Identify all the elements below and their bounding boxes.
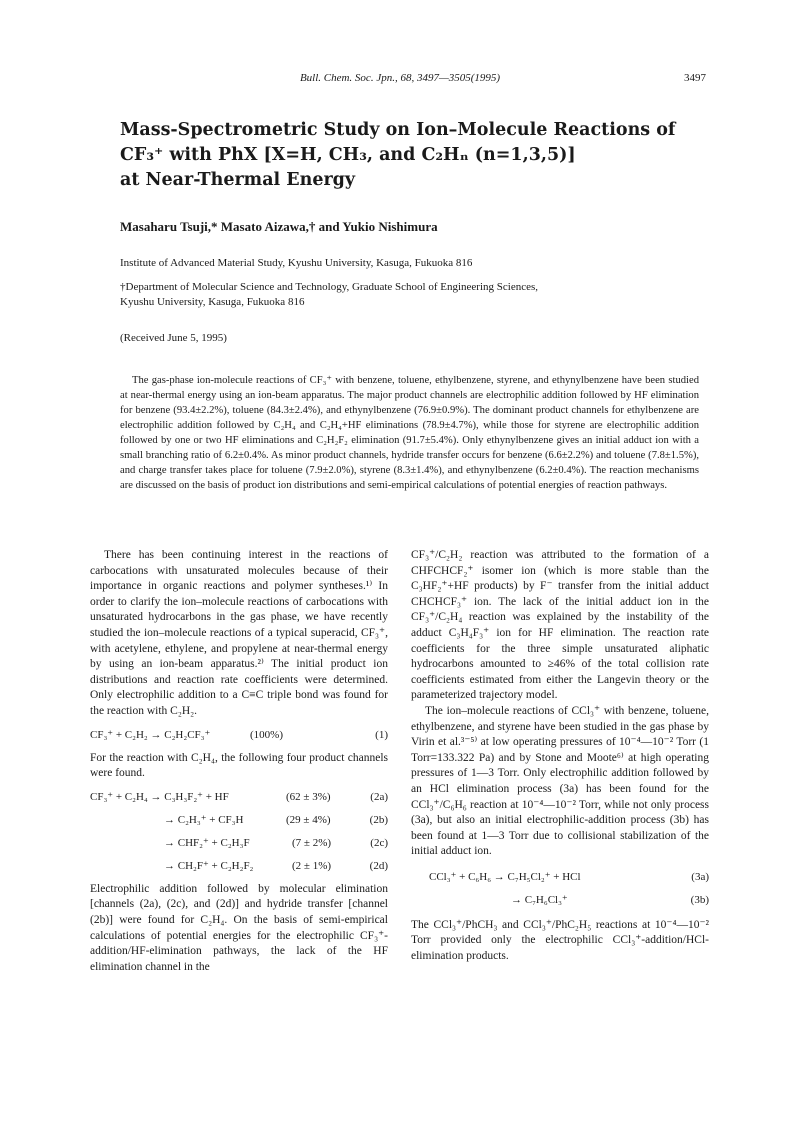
equation-2c [90,832,388,855]
equation-1-formula: CF₃⁺ + C₂H₂ → C₂H₂CF₃⁺ [90,728,211,741]
title-line-2: CF₃⁺ with PhX [X=H, CH₃, and C₂Hₙ (n=1,3,5)] [120,145,576,165]
page-number: 3497 [684,72,706,84]
equation-2a-percent: (62 ± 3%) [286,790,331,803]
equation-1-number: (1) [375,728,388,741]
equation-3a [411,866,709,889]
running-header [0,72,793,88]
equation-2b [90,809,388,832]
intro-paragraph-2: For the reaction with C₂H₄, the following four product channels were found. [90,751,388,780]
equation-2d-percent: (2 ± 1%) [292,859,332,872]
equation-2b-number: (2b) [369,813,388,826]
paper-title [120,118,700,193]
equation-2-group [90,786,388,878]
right-paragraph-3: The CCl₃⁺/PhCH₃ and CCl₃⁺/PhC₂H₅ reactions at 10⁻⁴—10⁻² Torr provided only the electrophilic CCl₃⁺-addition/HCl-elimination products. [411,918,709,963]
right-column [411,548,709,965]
affiliation-2-line-2: Kyushu University, Kasuga, Fukuoka 816 [120,296,305,308]
equation-1 [90,724,388,747]
intro-paragraph-3: Electrophilic addition followed by molecular elimination [channels (2a), (2c), and (2d)] and hydride transfer [channel (2b)] were found for C₂H₄. On the basis of semi-empirical calculations of potential energies for the electrophilic CF₃⁺-addition/HF-elimination pathways, the lack of the HF elimination channel in the [90,882,388,973]
journal-citation: Bull. Chem. Soc. Jpn., 68, 3497—3505(1995) [299,72,501,84]
equation-2a-number: (2a) [370,790,388,803]
equation-2a [90,786,388,809]
affiliation-2 [120,280,538,310]
equation-2d-number: (2d) [369,859,388,872]
intro-paragraph-1: There has been continuing interest in the reactions of carbocations with unsaturated molecules because of their importance in organic reactions and polymer syntheses.¹⁾ In order to clarify the ion–molecule reactions of carbocations with unsaturated hydrocarbons in the gas phase, we have recently studied the ion–molecule reactions of a typical superacid, CF₃⁺, with acetylene, ethylene, and propylene at near-thermal energy by using an ion-beam apparatus.²⁾ The initial product ion distributions and reaction rate coefficients were determined. Only electrophilic addition to a C≡C triple bond was found for the reaction with C₂H₂. [90,549,388,717]
equation-2d-formula: → CH₂F⁺ + C₂H₂F₂ [164,859,254,872]
equation-3a-formula: CCl₃⁺ + C₆H₆ → C₇H₅Cl₂⁺ + HCl [429,870,581,883]
title-line-1: Mass-Spectrometric Study on Ion–Molecule Reactions of [120,120,676,140]
equation-2c-number: (2c) [370,836,388,849]
equation-2c-percent: (7 ± 2%) [292,836,332,849]
equation-3b-formula: → C₇H₆Cl₃⁺ [511,893,568,906]
right-paragraph-2: The ion–molecule reactions of CCl₃⁺ with benzene, toluene, ethylbenzene, and styrene have been studied in the gas phase by Virin et al.³⁻⁵⁾ at low operating pressures of 10⁻⁴—10⁻² Torr (1 Torr=133.322 Pa) and by Stone and Moote⁶⁾ at high operating pressures of 1—3 Torr. Only electrophilic addition followed by an HCl elimination process (3a) has been found for the CCl₃⁺/C₆H₆ reaction at 10⁻⁴—10⁻² Torr, while not only process (3a), but also an initial electrophilic-addition process (3b) has been found at 1—3 Torr due to collisional stabilization of the initial adduct ion. [411,704,709,858]
received-date: (Received June 5, 1995) [120,332,227,344]
abstract: The gas-phase ion-molecule reactions of CF₃⁺ with benzene, toluene, ethylbenzene, styrene, and ethynylbenzene have been studied at near-thermal energy using an ion-beam apparatus. The major product channels are electrophilic addition followed by HF elimination for benzene (93.4±2.2%), toluene (84.3±2.4%), and ethynylbenzene (76.9±0.9%). The dominant product channels for ethylbenzene are electrophilic addition followed by C₂H₄ and C₂H₄+HF eliminations (78.9±4.7%), while those for styrene are electrophilic addition followed by one or two HF eliminations and C₂H₂F₂ elimination (91.7±5.4%). Only ethynylbenzene gives an initial adduct ion with a small branching ratio of 6.2±0.4%. As minor product channels, hydride transfer occurs for benzene (6.6±2.2%) and toluene (7.8±1.5%), and charge transfer takes place for toluene (7.9±2.0%), styrene (8.3±1.4%), and ethynylbenzene (6.2±0.4%). The reaction mechanisms are discussed on the basis of product ion distributions and semi-empirical calculations of potential energies of reaction pathways. [120,375,699,491]
affiliation-1: Institute of Advanced Material Study, Kyushu University, Kasuga, Fukuoka 816 [120,257,473,269]
equation-3b [411,889,709,912]
equation-3a-number: (3a) [691,870,709,883]
right-paragraph-1: CF₃⁺/C₂H₂ reaction was attributed to the formation of a CHFCHCF₂⁺ isomer ion (which is more stable than the C₃HF₂⁺+HF products) by F⁻ transfer from the initial adduct CHCHCF₃⁺ ion. The lack of the initial adduct ion in the CF₃⁺/C₂H₄ reaction was explained by the instability of the adduct C₃H₄F₃⁺ ion for HF elimination. The reaction rate coefficients for the three simple unsaturated aliphatic hydrocarbons amounted to ≥46% of the total collision rate coefficients estimated from either the Langevin theory or the parameterized trajectory model. [411,549,709,702]
equation-2b-percent: (29 ± 4%) [286,813,331,826]
equation-2a-formula: CF₃⁺ + C₂H₄ → C₃H₃F₂⁺ + HF [90,790,229,803]
equation-2b-formula: → C₂H₃⁺ + CF₃H [164,813,244,826]
title-line-3: at Near-Thermal Energy [120,170,356,190]
author-list: Masaharu Tsuji,* Masato Aizawa,† and Yukio Nishimura [120,219,438,234]
equation-1-percent: (100%) [250,728,283,741]
equation-3b-number: (3b) [690,893,709,906]
left-column [90,548,388,975]
affiliation-2-line-1: †Department of Molecular Science and Technology, Graduate School of Engineering Sciences, [120,281,539,293]
equation-3-group [411,866,709,912]
equation-2d [90,855,388,878]
equation-2c-formula: → CHF₂⁺ + C₂H₃F [164,836,250,849]
